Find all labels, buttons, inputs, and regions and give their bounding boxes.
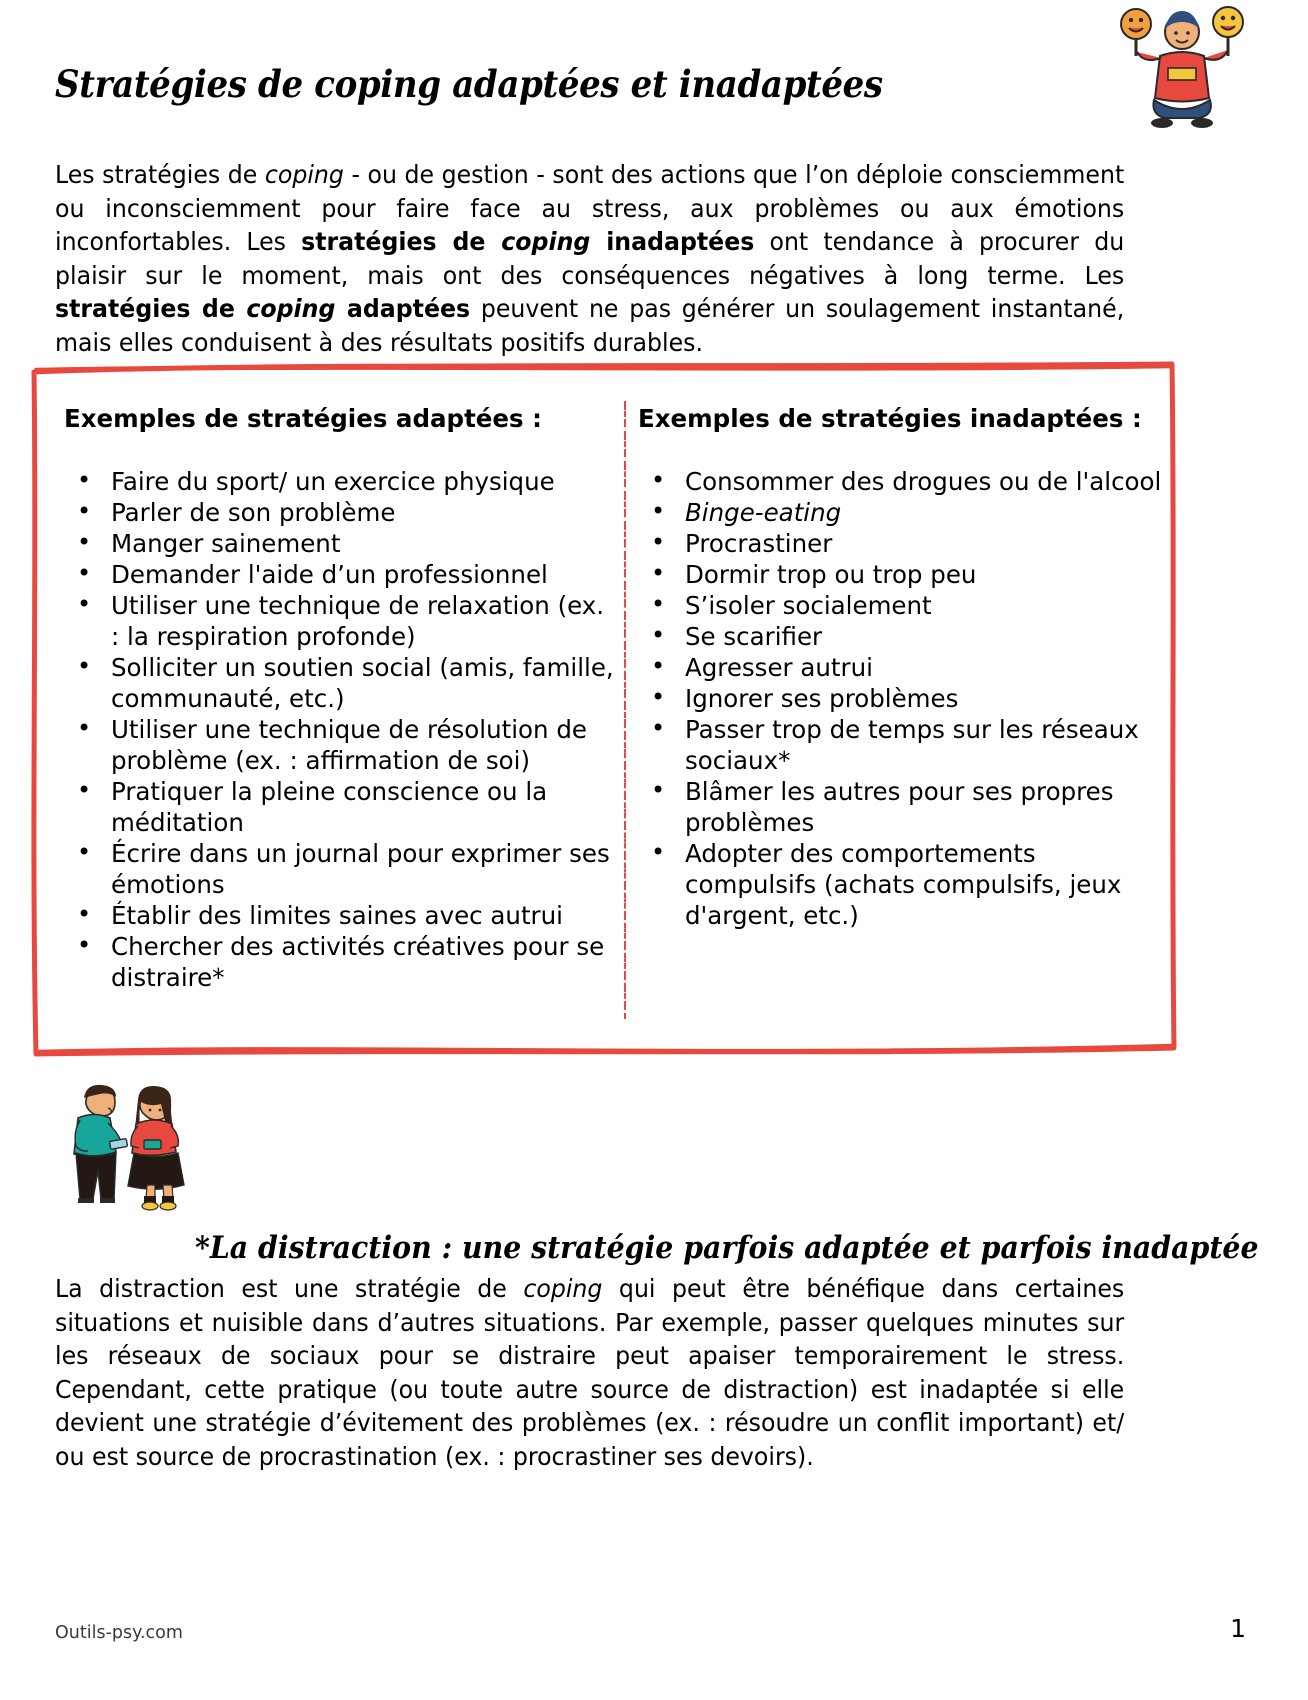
column-divider: [624, 401, 626, 1019]
list-item: • Consommer des drogues ou de l'alcool: [638, 466, 1168, 497]
distraction-section-heading: *La distraction : une stratégie parfois adaptée et parfois inadaptée: [195, 1230, 1259, 1266]
page-title: Stratégies de coping adaptées et inadaptées: [55, 62, 883, 106]
list-item: • Se scarifier: [638, 621, 1168, 652]
intro-text-b: - ou de gestion - sont des actions que l’on déploie consciemment ou inconsciemment pour faire face au stress, aux problèmes ou aux émotions inconfortables. Les: [55, 160, 1125, 256]
intro-bold2-a: stratégies de: [55, 294, 247, 323]
list-item: • Solliciter un soutien social (amis, famille, communauté, etc.): [64, 652, 619, 714]
intro-text-a: Les stratégies de: [55, 160, 265, 189]
strategies-box-content: [28, 358, 1178, 1058]
footer-site-name: Outils-psy.com: [55, 1623, 183, 1643]
list-item-emphasis: Binge-eating: [685, 498, 842, 527]
list-item: [638, 497, 1168, 528]
list-item: • Ignorer ses problèmes: [638, 683, 1168, 714]
outro-text-b: qui peut être bénéfique dans certaines situations et nuisible dans d’autres situations. Par exemple, passer quelques minutes sur les réseaux de sociaux pour se distraire peut apaiser temporairement le stress. Cependant, cette pratique (ou toute autre source de distraction) est inadaptée si elle devient une stratégie d’évitement des problèmes (ex. : résoudre un conflit important) et/ ou est source de procrastination (ex. : procrastiner ses devoirs).: [55, 1274, 1125, 1471]
intro-bold2-coping: coping: [246, 294, 336, 323]
list-item: • Pratiquer la pleine conscience ou la méditation: [64, 776, 619, 838]
adaptive-column-heading: Exemples de stratégies adaptées :: [64, 404, 542, 433]
intro-bold1-coping: coping: [501, 227, 591, 256]
adaptive-strategies-list: [64, 434, 619, 993]
maladaptive-column-heading: Exemples de stratégies inadaptées :: [638, 404, 1142, 433]
maladaptive-strategies-list: [638, 434, 1168, 931]
list-item: • Utiliser une technique de relaxation (ex. : la respiration profonde): [64, 590, 619, 652]
hero-illustration: [1118, 2, 1246, 142]
footer-page-number: 1: [1230, 1614, 1246, 1643]
intro-text-d: peuvent ne pas générer un soulagement instantané, mais elles conduisent à des résultats positifs durables.: [55, 294, 1125, 357]
list-item: • Utiliser une technique de résolution de problème (ex. : affirmation de soi): [64, 714, 619, 776]
list-item: • Parler de son problème: [64, 497, 619, 528]
adaptive-strategies-column: [64, 358, 619, 993]
list-item: • Agresser autrui: [638, 652, 1168, 683]
list-item: • Établir des limites saines avec autrui: [64, 900, 619, 931]
outro-coping: coping: [523, 1274, 603, 1303]
outro-text-a: La distraction est une stratégie de: [55, 1274, 524, 1303]
list-item: • Blâmer les autres pour ses propres problèmes: [638, 776, 1168, 838]
list-item: • Chercher des activités créatives pour se distraire*: [64, 931, 619, 993]
list-item: • Faire du sport/ un exercice physique: [64, 466, 619, 497]
list-item: • Demander l'aide d’un professionnel: [64, 559, 619, 590]
maladaptive-strategies-column: [638, 358, 1168, 931]
list-item: • Dormir trop ou trop peu: [638, 559, 1168, 590]
intro-bold2-b: adaptées: [335, 294, 471, 323]
list-item: • Écrire dans un journal pour exprimer ses émotions: [64, 838, 619, 900]
couple-with-phones-illustration: [56, 1078, 206, 1213]
intro-text-c: ont tendance à procurer du plaisir sur le moment, mais ont des conséquences négatives à long terme. Les: [55, 227, 1125, 290]
intro-coping-1: coping: [264, 160, 344, 189]
list-item: • Passer trop de temps sur les réseaux sociaux*: [638, 714, 1168, 776]
list-item: • Adopter des comportements compulsifs (achats compulsifs, jeux d'argent, etc.): [638, 838, 1168, 931]
list-item: • Procrastiner: [638, 528, 1168, 559]
intro-bold1-b: inadaptées: [590, 227, 755, 256]
intro-bold1-a: stratégies de: [301, 227, 502, 256]
distraction-paragraph: [55, 1272, 1124, 1473]
intro-paragraph: [55, 158, 1124, 359]
list-item: • Manger sainement: [64, 528, 619, 559]
list-item: • S’isoler socialement: [638, 590, 1168, 621]
